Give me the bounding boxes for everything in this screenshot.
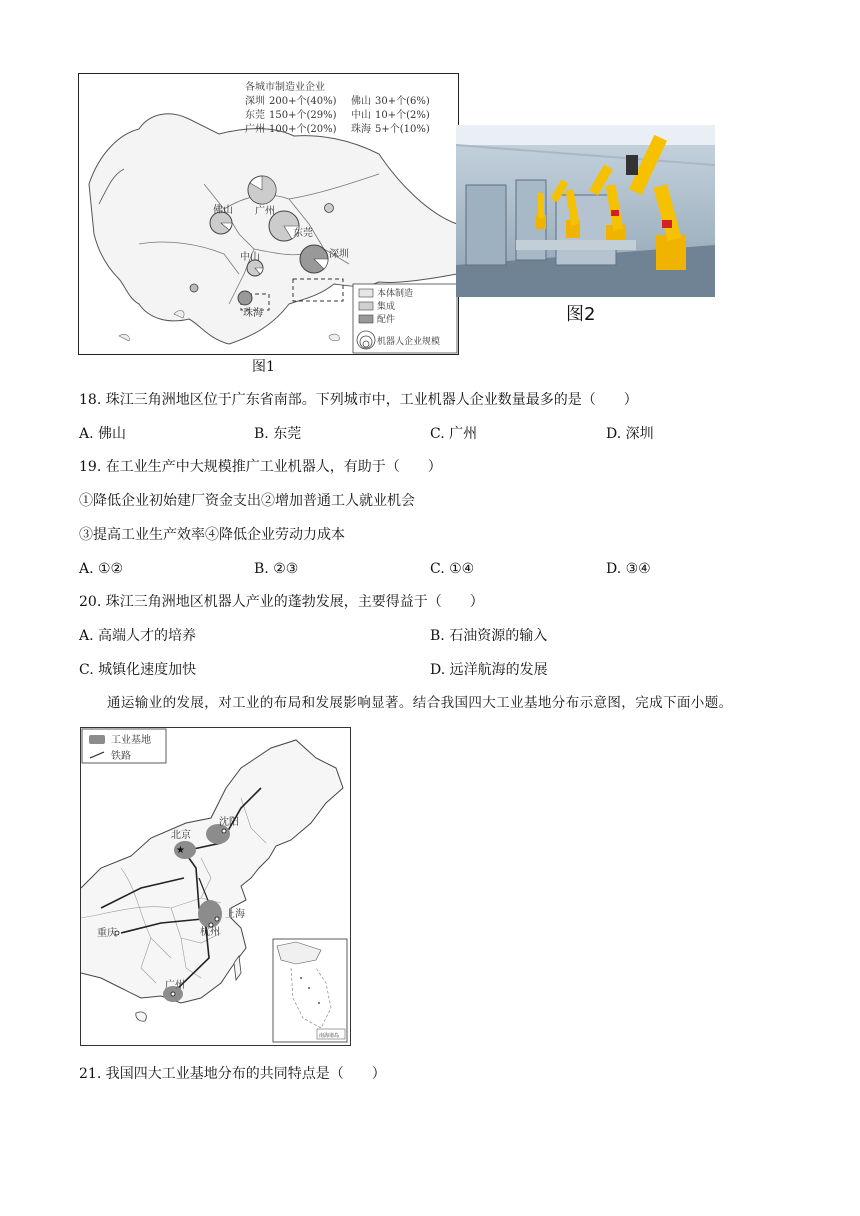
pie-shenzhen: [300, 245, 328, 273]
stat-value: 100+个(20%): [269, 124, 337, 135]
q20-stem: 20. 珠江三角洲地区机器人产业的蓬勃发展，主要得益于（ ）: [79, 594, 484, 610]
q18-option-d[interactable]: D. 深圳: [606, 426, 654, 442]
intro-paragraph: 通运输业的发展，对工业的布局和发展影响显著。结合我国四大工业基地分布示意图，完成下面小题。: [107, 695, 733, 711]
city-chongqing: 重庆: [97, 928, 117, 939]
figure2-photo: [456, 125, 715, 297]
stats-title: 各城市制造业企业: [245, 82, 325, 93]
label-zhongshan: 中山: [240, 252, 260, 263]
prd-map-svg: [79, 74, 458, 354]
figure2-caption: 图2: [566, 304, 596, 325]
q19-option-d[interactable]: D. ③④: [606, 561, 651, 577]
q21-stem: 21. 我国四大工业基地分布的共同特点是（ ）: [79, 1066, 386, 1082]
china-map-svg: [81, 728, 350, 1045]
stat-city: 广州: [245, 124, 265, 135]
robot-factory-illustration: [456, 125, 715, 297]
city-beijing: 北京: [171, 830, 191, 841]
label-zhuhai: 珠海: [243, 308, 263, 319]
pie-zhuhai: [238, 291, 252, 305]
figure1-caption: 图1: [252, 359, 275, 375]
stat-value: 200+个(40%): [269, 96, 337, 107]
pie-huizhou: [325, 204, 334, 213]
figure1-map: [78, 73, 459, 355]
stat-value: 150+个(29%): [269, 110, 337, 121]
inset-label: 南海诸岛: [319, 1033, 340, 1039]
stat-city: 深圳: [245, 96, 265, 107]
key-peijian: 配件: [377, 315, 396, 325]
q19-stem: 19. 在工业生产中大规模推广工业机器人，有助于（ ）: [79, 459, 442, 475]
q18-option-a[interactable]: A. 佛山: [79, 426, 127, 442]
pie-guangzhou: [248, 176, 276, 204]
stat-city: 中山: [351, 110, 371, 121]
figure3-china-map: [80, 727, 351, 1046]
key-scale: 机器人企业规模: [377, 337, 441, 347]
stat-value: 10+个(2%): [375, 110, 430, 121]
q20-option-d[interactable]: D. 远洋航海的发展: [430, 662, 548, 678]
q19-statement-line2: ③提高工业生产效率④降低企业劳动力成本: [79, 527, 345, 543]
city-shenyang: 沈阳: [219, 817, 239, 828]
stat-city: 珠海: [351, 124, 371, 135]
map-key: [353, 284, 457, 353]
key-jicheng: 集成: [377, 302, 396, 312]
q18-stem: 18. 珠江三角洲地区位于广东省南部。下列城市中，工业机器人企业数量最多的是（ ）: [79, 392, 638, 408]
label-guangzhou: 广州: [255, 206, 275, 217]
q20-option-a[interactable]: A. 高端人才的培养: [79, 628, 197, 644]
stat-city: 东莞: [245, 110, 265, 121]
city-guangzhou: 广州: [165, 980, 185, 991]
key-benti: 本体制造: [377, 289, 414, 299]
pie-jiangmen: [190, 284, 198, 292]
q19-option-b[interactable]: B. ②③: [254, 561, 299, 577]
south-china-sea-inset: [273, 939, 347, 1042]
stat-city: 佛山: [351, 96, 371, 107]
q20-option-c[interactable]: C. 城镇化速度加快: [79, 662, 197, 678]
city-shanghai: 上海: [225, 909, 245, 920]
city-hangzhou: 杭州: [200, 927, 220, 938]
label-shenzhen: 深圳: [329, 249, 349, 260]
q20-option-b[interactable]: B. 石油资源的输入: [430, 628, 548, 644]
legend-base: 工业基地: [111, 735, 151, 746]
q18-option-b[interactable]: B. 东莞: [254, 426, 302, 442]
q18-option-c[interactable]: C. 广州: [430, 426, 478, 442]
stat-value: 5+个(10%): [375, 124, 430, 135]
legend-rail: 铁路: [111, 751, 131, 762]
q19-option-c[interactable]: C. ①④: [430, 561, 475, 577]
q19-option-a[interactable]: A. ①②: [79, 561, 124, 577]
label-dongguan: 东莞: [293, 228, 313, 239]
china-map-legend: [82, 729, 166, 763]
label-foshan: 佛山: [213, 205, 233, 216]
q19-statement-line1: ①降低企业初始建厂资金支出②增加普通工人就业机会: [79, 493, 415, 509]
star-icon: ★: [176, 845, 185, 856]
stat-value: 30+个(6%): [375, 96, 430, 107]
